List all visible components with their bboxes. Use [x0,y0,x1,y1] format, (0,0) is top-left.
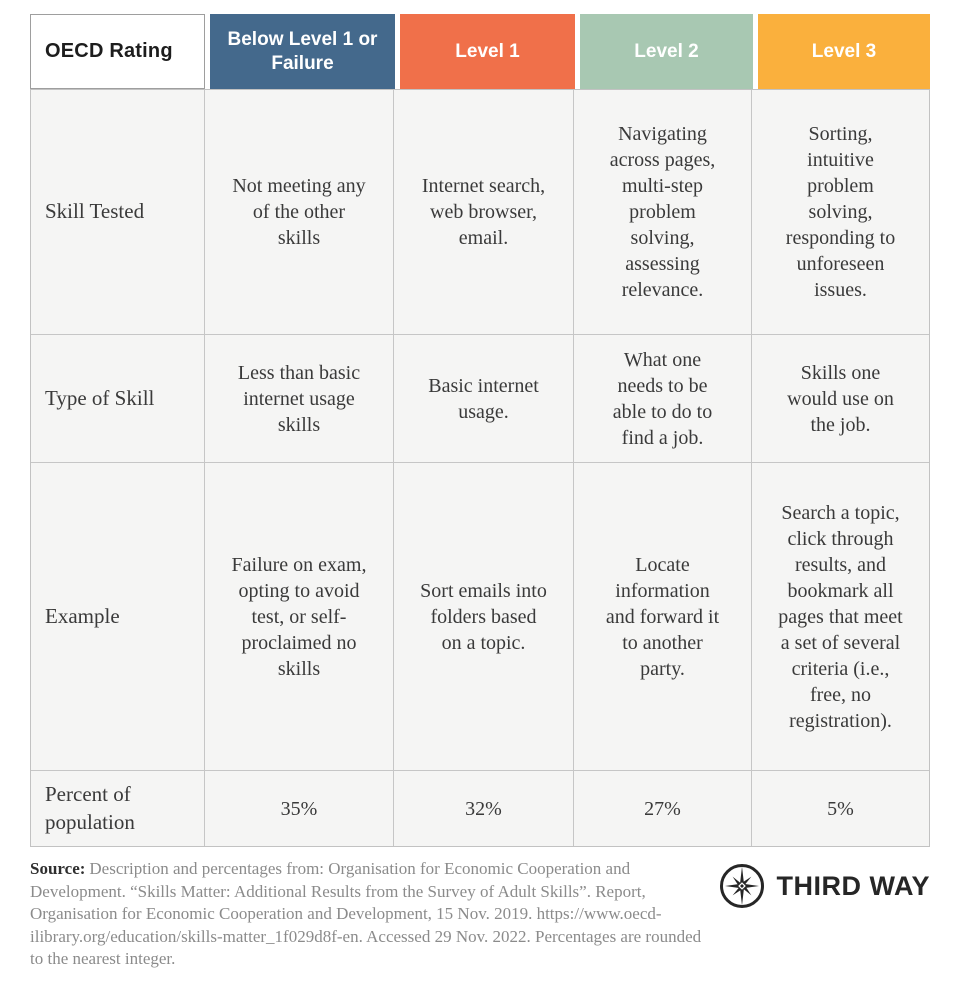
cell-example-level-2: Locate information and forward it to another party. [574,463,752,771]
cell-type-of-skill-level-3: Skills one would use on the job. [752,335,929,463]
cell-example-level-3: Search a topic, click through results, and bookmark all pages that meet a set of several criteria (i.e., free, no registration). [752,463,929,771]
source-note [30,858,718,971]
source-label: Source: [30,859,86,878]
row-label-skill-tested: Skill Tested [31,90,205,335]
header-label: Level 3 [811,40,877,62]
cell-skill-tested-level-2: Navigating across pages, multi-step problem solving, assessing relevance. [574,90,752,335]
source-text: Description and percentages from: Organisation for Economic Cooperation and Development. “Skills Matter: Additional Results from the Survey of Adult Skills”. Report, Organisation for Economic Cooperation and Development, 15 Nov. 2019. https://www.oecd-ilibrary.org/education/skills-matter_1f029d8f-en. Accessed 29 Nov. 2022. Percentages are rounded to the nearest integer. [30,859,702,968]
cell-skill-tested-below-level-1: Not meeting any of the other skills [205,90,394,335]
cell-percent-level-1: 32% [394,771,574,846]
footer [30,858,930,971]
table-header-row [30,14,930,89]
cell-percent-level-2: 27% [574,771,752,846]
header-level-3 [753,14,930,89]
third-way-logo [718,862,930,910]
cell-skill-tested-level-3: Sorting, intuitive problem solving, responding to unforeseen issues. [752,90,929,335]
cell-type-of-skill-level-2: What one needs to be able to do to find a job. [574,335,752,463]
cell-type-of-skill-level-1: Basic internet usage. [394,335,574,463]
header-oecd-rating [30,14,205,89]
table-body [30,89,930,847]
cell-type-of-skill-below-level-1: Less than basic internet usage skills [205,335,394,463]
header-label: Level 2 [634,40,699,62]
cell-example-below-level-1: Failure on exam, opting to avoid test, or self-proclaimed no skills [205,463,394,771]
compass-star-icon [718,862,766,910]
header-label: Level 1 [455,40,520,62]
header-level-2 [575,14,753,89]
row-label-percent-of-population: Percent of population [31,771,205,846]
header-label: Below Level 1 or Failure [227,28,378,74]
header-level-1 [395,14,575,89]
cell-skill-tested-level-1: Internet search, web browser, email. [394,90,574,335]
header-below-level-1-or-failure [205,14,395,89]
cell-example-level-1: Sort emails into folders based on a topic. [394,463,574,771]
header-label: OECD Rating [45,40,173,62]
row-label-type-of-skill: Type of Skill [31,335,205,463]
row-label-example: Example [31,463,205,771]
cell-percent-below-level-1: 35% [205,771,394,846]
logo-wordmark: THIRD WAY [776,870,930,901]
oecd-rating-table [30,14,930,847]
cell-percent-level-3: 5% [752,771,929,846]
